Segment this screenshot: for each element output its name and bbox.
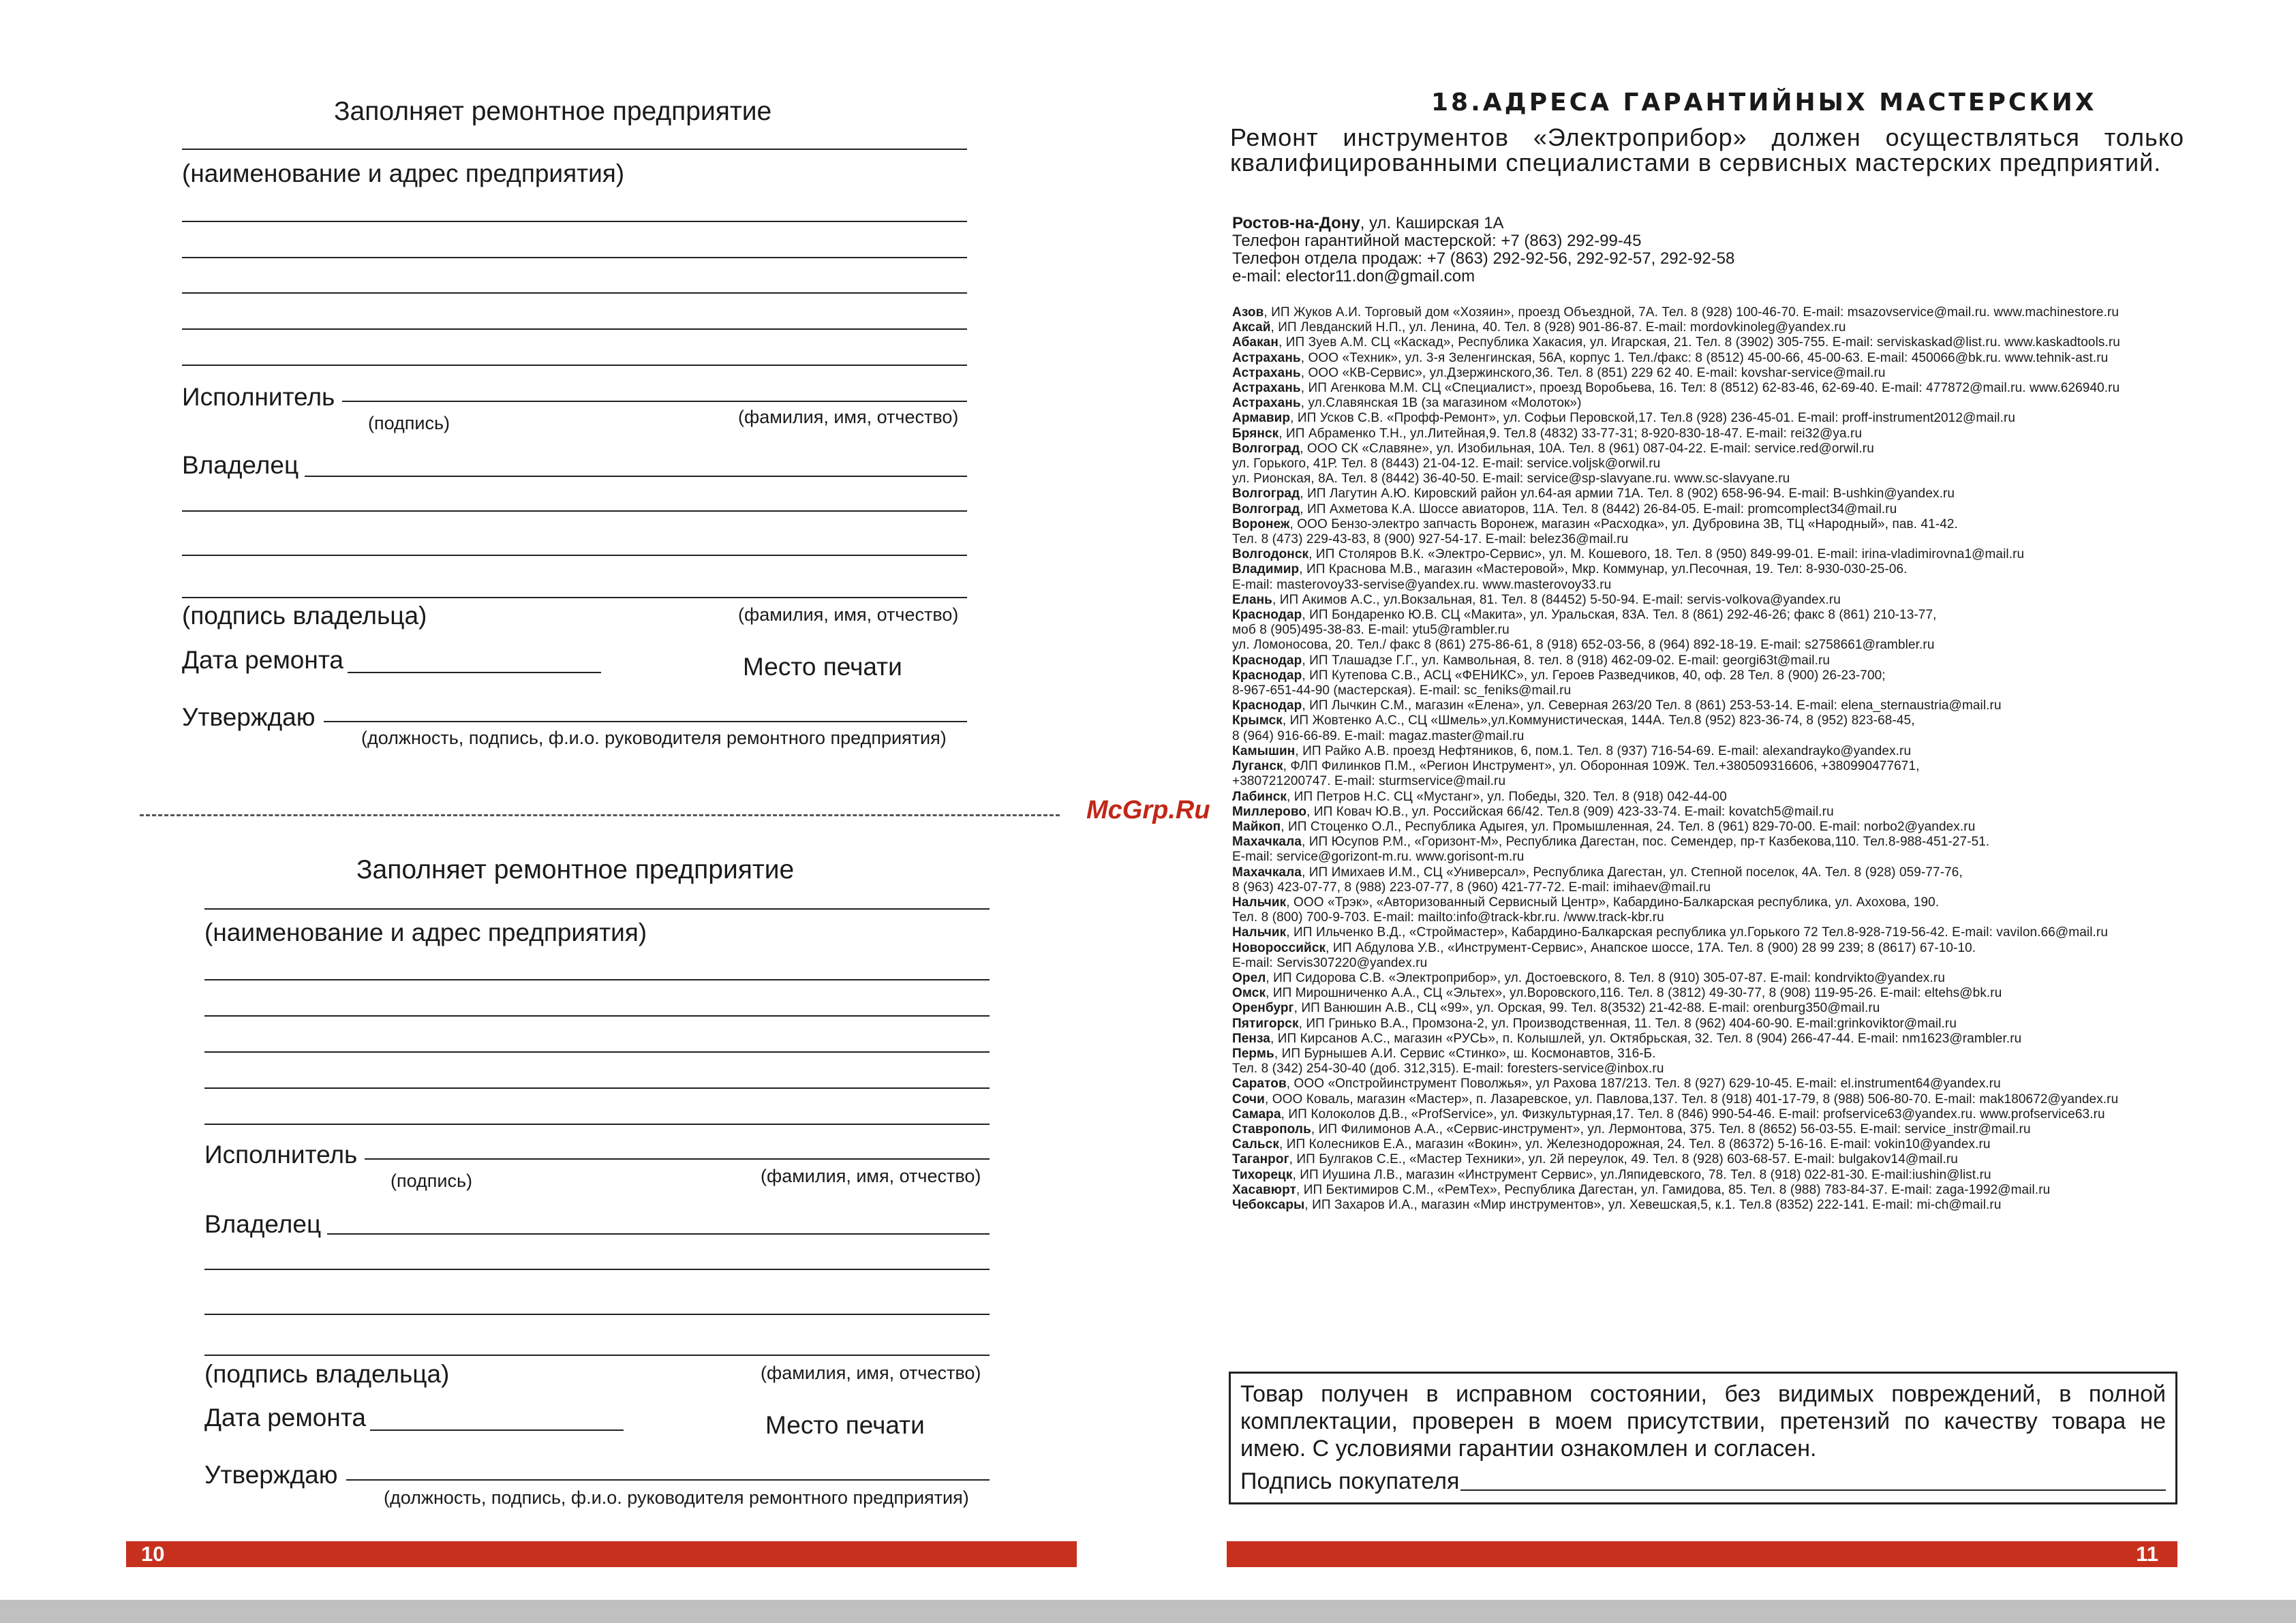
address-city: Пятигорск: [1232, 1016, 1299, 1031]
address-entry: [1232, 850, 2120, 865]
owner-label: Владелец: [182, 451, 299, 479]
name-line[interactable]: [204, 908, 990, 910]
address-details: , ИП Агенкова М.М. СЦ «Специалист», проезд Воробьева, 16. Тел: 8 (8512) 62-83-46, 62-69-40. E-mail: 477872@mail.ru. www.626940.ru: [1300, 381, 2120, 396]
address-details: , ИП Ванюшин А.В., СЦ «99», ул. Орская, 99. Тел. 8(3532) 21-42-88. E-mail: orenburg350@mail.ru: [1294, 1001, 1880, 1016]
address-city: Майкоп: [1232, 819, 1281, 834]
address-city: Крымск: [1232, 713, 1283, 728]
executor-line[interactable]: [365, 1158, 990, 1160]
address-city: Пенза: [1232, 1031, 1270, 1046]
address-entry: [1232, 774, 2120, 789]
stamp-label: Место печати: [743, 653, 902, 681]
address-entry: [1232, 1183, 2120, 1198]
address-city: Краснодар: [1232, 653, 1302, 668]
address-entry: [1232, 532, 2120, 547]
stamp-label: Место печати: [765, 1411, 925, 1439]
address-details: , ИП Жовтенко А.С., СЦ «Шмель»,ул.Коммунистическая, 144А. Тел.8 (952) 823-36-74, 8 (952) 823-68-45,: [1282, 713, 1915, 728]
approve-label: Утверждаю: [204, 1461, 338, 1489]
address-city: Нальчик: [1232, 925, 1287, 940]
address-city: Волгоград: [1232, 486, 1300, 501]
owner-line[interactable]: [305, 476, 967, 477]
address-details: , ИП Ахметова К.А. Шоссе авиаторов, 11А. Тел. 8 (8442) 26-84-05. E-mail: promcomplect34@mail.ru: [1300, 501, 1897, 516]
address-entry: [1232, 1032, 2120, 1047]
owner-line[interactable]: [327, 1233, 990, 1235]
address-details: E-mail: masterovoy33-servise@yandex.ru. www.masterovoy33.ru: [1232, 577, 1612, 592]
address-city: Саратов: [1232, 1077, 1287, 1092]
buyer-signature-line[interactable]: [1460, 1462, 2166, 1491]
address-entry: [1232, 335, 2120, 350]
address-city: Махачкала: [1232, 865, 1302, 880]
address-details: , ИП Колесников Е.А., магазин «Вокин», ул. Железнодорожная, 24. Тел. 8 (86372) 5-16-16. E-mail: vokin10@yandex.ru: [1279, 1137, 1991, 1152]
watermark: McGrp.Ru: [1086, 796, 1210, 824]
address-details: , ООО «КВ-Сервис», ул.Дзержинского,36. Тел. 8 (851) 229 62 40. E-mail: kovshar-service@mail.ru: [1300, 365, 1886, 380]
approve-line[interactable]: [346, 1479, 990, 1481]
address-list: [1232, 305, 2120, 1213]
address-details: , ООО Бензо-электро запчасть Воронеж, магазин «Расходка», ул. Дубровина 3В, ТЦ «Народный», пав. 41-42.: [1289, 516, 1958, 531]
address-entry: [1232, 305, 2120, 320]
address-details: 8-967-651-44-90 (мастерская). E-mail: sc_feniks@mail.ru: [1232, 683, 1572, 698]
address-entry: [1232, 986, 2120, 1001]
main-service-phone: Телефон гарантийной мастерской: +7 (863) 292-99-45: [1232, 232, 1642, 250]
address-details: Тел. 8 (473) 229-43-83, 8 (900) 927-54-17. E-mail: belez36@mail.ru: [1232, 532, 1629, 547]
address-entry: [1232, 895, 2120, 910]
address-city: Миллерово: [1232, 804, 1307, 819]
address-details: 8 (963) 423-07-77, 8 (988) 223-07-77, 8 (960) 421-77-72. E-mail: imihaev@mail.ru: [1232, 880, 1711, 895]
address-details: , ФЛП Филинков П.М., «Регион Инструмент», ул. Оборонная 109Ж. Тел.+380509316606, +380990477671,: [1283, 759, 1920, 774]
address-city: Азов: [1232, 305, 1264, 320]
address-city: Нальчик: [1232, 895, 1287, 910]
address-entry: [1232, 910, 2120, 925]
owner-label: Владелец: [204, 1210, 322, 1238]
address-details: , ИП Абраменко Т.Н., ул.Литейная,9. Тел.8 (4832) 33-77-31; 8-920-830-18-47. E-mail: rei32@ya.ru: [1279, 426, 1863, 441]
scan-bottom-band: [0, 1600, 2296, 1623]
address-city: Абакан: [1232, 335, 1279, 350]
address-details: , ООО «Техник», ул. 3-я Зеленгинская, 56А, корпус 1. Тел./факс: 8 (8512) 45-00-66, 45-00-63. E-mail: 450066@bk.ru. www.tehnik-ast.ru: [1300, 350, 2109, 365]
address-entry: [1232, 683, 2120, 698]
address-details: , ИП Левданский Н.П., ул. Ленина, 40. Тел. 8 (928) 901-86-87. E-mail: mordovkinoleg@yandex.ru: [1270, 320, 1846, 335]
address-entry: [1232, 880, 2120, 895]
address-city: Таганрог: [1232, 1152, 1289, 1167]
intro-text: Ремонт инструментов «Электроприбор» должен осуществляться только квалифицированными специалистами в сервисных мастерских предприятий.: [1230, 123, 2184, 176]
address-entry: [1232, 653, 2120, 668]
address-city: Камышин: [1232, 743, 1296, 758]
address-entry: [1232, 1017, 2120, 1032]
page-footer-bar: [1227, 1541, 2177, 1567]
address-details: , ИП Петров Н.С. СЦ «Мустанг», ул. Победы, 320. Тел. 8 (918) 042-44-00: [1287, 789, 1727, 804]
address-entry: [1232, 1077, 2120, 1092]
address-entry: [1232, 1122, 2120, 1137]
executor-label: Исполнитель: [182, 383, 335, 411]
address-line[interactable]: [204, 1051, 990, 1053]
section-title: 18.АДРЕСА ГАРАНТИЙНЫХ МАСТЕРСКИХ: [1431, 89, 2097, 117]
approve-line[interactable]: [324, 721, 967, 722]
address-details: , ООО «Опстройинструмент Поволжья», ул Рахова 187/213. Тел. 8 (927) 629-10-45. E-mail: el.instrument64@yandex.ru: [1286, 1077, 2001, 1092]
address-details: , ИП Колоколов Д.В., «ProfService», ул. Физкультурная,17. Тел. 8 (846) 990-54-46. E-mail: profservice63@yandex.ru. www.profservice63.ru: [1281, 1107, 2105, 1122]
main-service-email: e-mail: elector11.don@gmail.com: [1232, 267, 1475, 285]
approve-label: Утверждаю: [182, 703, 316, 731]
signature-caption: (подпись): [391, 1171, 473, 1191]
address-entry: [1232, 835, 2120, 850]
address-line[interactable]: [204, 1087, 990, 1089]
receipt-box: [1229, 1372, 2177, 1504]
address-details: , ИП Краснова М.В., магазин «Мастеровой», Мкр. Коммунар, ул.Песочная, 19. Тел: 8-930-030-25-06.: [1299, 562, 1908, 577]
address-entry: [1232, 744, 2120, 759]
address-entry: [1232, 608, 2120, 623]
address-details: , ИП Иушина Л.В., магазин «Инструмент Сервис», ул.Ляпидевского, 78. Тел. 8 (918) 022-81-30. E-mail:iushin@list.ru: [1292, 1167, 1991, 1182]
address-entry: [1232, 668, 2120, 683]
address-details: , ИП Зуев А.М. СЦ «Каскад», Республика Хакасия, ул. Игарская, 21. Тел. 8 (3902) 305-755. E-mail: serviskaskad@list.ru. www.kaskadtools.ru: [1278, 335, 2120, 350]
address-line[interactable]: [204, 979, 990, 980]
address-details: , ИП Юсупов Р.М., «Горизонт-М», Республика Дагестан, пос. Семендер, пр-т Казбекова,110. Тел.8-988-451-27-51.: [1301, 835, 1990, 850]
address-city: Астрахань: [1232, 365, 1301, 380]
address-details: , ИП Лагутин А.Ю. Кировский район ул.64-ая армии 71А. Тел. 8 (902) 658-96-94. E-mail: B-ushkin@yandex.ru: [1300, 486, 1955, 501]
address-details: , ООО Коваль, магазин «Мастер», п. Лазаревское, ул. Павлова,137. Тел. 8 (918) 401-17-79, 8 (988) 506-80-70. E-mail: mak180672@yandex.ru: [1264, 1092, 2119, 1107]
address-entry: [1232, 713, 2120, 728]
address-details: +380721200747. E-mail: sturmservice@mail.ru: [1232, 774, 1506, 789]
address-city: Елань: [1232, 592, 1272, 607]
address-details: , ИП Кирсанов А.С., магазин «РУСЬ», п. Колышлей, ул. Октябрьская, 32. Тел. 8 (904) 266-47-44. E-mail: nm1623@rambler.ru: [1270, 1031, 2022, 1046]
address-city: Волгоград: [1232, 501, 1300, 516]
address-details: , ИП Гринько В.А., Промзона-2, ул. Производственная, 11. Тел. 8 (962) 404-60-90. E-mail:grinkoviktor@mail.ru: [1298, 1016, 1957, 1031]
address-city: Армавир: [1232, 411, 1291, 426]
address-details: моб 8 (905)495-38-83. E-mail: ytu5@rambler.ru: [1232, 623, 1510, 638]
owner-line[interactable]: [182, 555, 967, 556]
address-details: 8 (964) 916-66-89. E-mail: magaz.master@mail.ru: [1232, 728, 1525, 743]
page-number: 10: [141, 1542, 165, 1566]
address-entry: [1232, 366, 2120, 381]
address-entry: [1232, 1107, 2120, 1122]
address-details: , ИП Мирошниченко А.А., СЦ «Эльтех», ул.Воровского,116. Тел. 8 (3812) 49-30-77, 8 (908) 119-95-26. E-mail: eltehs@bk.ru: [1266, 986, 2002, 1001]
address-details: , ИП Ковач Ю.В., ул. Российская 66/42. Тел.8 (909) 423-33-74. E-mail: kovatch5@mail.ru: [1306, 804, 1834, 819]
address-entry: [1232, 411, 2120, 426]
owner-line[interactable]: [204, 1314, 990, 1315]
address-city: Орел: [1232, 970, 1266, 985]
address-entry: [1232, 790, 2120, 805]
address-details: Тел. 8 (800) 700-9-703. E-mail: mailto:info@track-kbr.ru. /www.track-kbr.ru: [1232, 910, 1664, 925]
approve-caption: (должность, подпись, ф.и.о. руководителя ремонтного предприятия): [384, 1487, 969, 1508]
address-entry: [1232, 396, 2120, 411]
main-service-block: [1232, 215, 1734, 285]
address-city: Махачкала: [1232, 835, 1302, 850]
address-city: Астрахань: [1232, 381, 1301, 396]
address-city: Хасавюрт: [1232, 1182, 1296, 1197]
address-city: Астрахань: [1232, 396, 1301, 411]
repair-date-line[interactable]: [348, 672, 601, 673]
address-details: ул. Ломоносова, 20. Тел./ факс 8 (861) 275-86-61, 8 (918) 652-03-56, 8 (964) 892-18-19. E-mail: s2758661@rambler.ru: [1232, 638, 1935, 653]
address-entry: [1232, 820, 2120, 835]
address-details: , ул.Славянская 1В (за магазином «Молоток»): [1300, 396, 1582, 411]
address-city: Пермь: [1232, 1046, 1274, 1061]
address-entry: [1232, 971, 2120, 986]
address-details: , ИП Бурнышев А.И. Сервис «Стинко», ш. Космонавтов, 316-Б.: [1274, 1046, 1656, 1061]
address-entry: [1232, 593, 2120, 608]
address-city: Краснодар: [1232, 698, 1302, 713]
address-details: , ИП Сидорова С.В. «Электроприбор», ул. Достоевского, 8. Тел. 8 (910) 305-07-87. E-mail: kondrvikto@yandex.ru: [1266, 970, 1945, 985]
address-details: , ИП Абдулова У.В., «Инструмент-Сервис», Анапское шоссе, 17А. Тел. 8 (900) 28 99 239; 8 (8617) 67-10-10.: [1326, 940, 1976, 955]
address-details: , ИП Филимонов А.А., «Сервис-инструмент», ул. Лермонтова, 375. Тел. 8 (8652) 56-03-55. E-mail: service_instr@mail.ru: [1311, 1122, 2031, 1137]
owner-line[interactable]: [204, 1355, 990, 1356]
address-entry: [1232, 729, 2120, 744]
address-entry: [1232, 638, 2120, 653]
address-details: , ИП Бектимиров С.М., «РемТех», Республика Дагестан, ул. Гамидова, 85. Тел. 8 (988) 783-84-37. E-mail: zaga-1992@mail.ru: [1296, 1182, 2051, 1197]
main-service-street: , ул. Каширская 1А: [1360, 214, 1504, 232]
address-city: Сочи: [1232, 1092, 1265, 1107]
address-entry: [1232, 956, 2120, 971]
owner-line[interactable]: [182, 510, 967, 512]
address-entry: [1232, 698, 2120, 713]
buyer-signature-row: [1240, 1462, 2166, 1495]
address-details: , ИП Имихаев И.М., СЦ «Универсал», Республика Дагестан, ул. Степной поселок, 4А. Тел. 8 (928) 059-77-76,: [1301, 865, 1963, 880]
address-entry: [1232, 578, 2120, 593]
fio-caption: (фамилия, имя, отчество): [761, 1166, 981, 1186]
address-entry: [1232, 547, 2120, 562]
address-details: , ИП Райко А.В. проезд Нефтяников, 6, пом.1. Тел. 8 (937) 716-54-69. E-mail: alexandrayko@yandex.ru: [1295, 743, 1912, 758]
address-entry: [1232, 1137, 2120, 1152]
repair-date-label: Дата ремонта: [182, 646, 343, 674]
address-entry: [1232, 1198, 2120, 1213]
name-line[interactable]: [182, 149, 967, 150]
address-details: E-mail: Servis307220@yandex.ru: [1232, 955, 1428, 970]
address-details: ул. Горького, 41Р. Тел. 8 (8443) 21-04-12. E-mail: service.voljsk@orwil.ru: [1232, 457, 1661, 472]
address-entry: [1232, 457, 2120, 472]
address-details: , ИП Усков С.В. «Профф-Ремонт», ул. Софьи Перовской,17. Тел.8 (928) 236-45-01. E-mail: proff-instrument2012@mail.ru: [1290, 411, 2016, 426]
address-city: Брянск: [1232, 426, 1279, 441]
address-entry: [1232, 865, 2120, 880]
main-service-address: [1232, 215, 1734, 232]
address-city: Сальск: [1232, 1137, 1279, 1152]
address-city: Астрахань: [1232, 350, 1301, 365]
address-entry: [1232, 381, 2120, 396]
address-details: , ИП Кутепова С.В., АСЦ «ФЕНИКС», ул. Героев Разведчиков, 40, оф. 28 Тел. 8 (900) 26-23-700;: [1302, 668, 1886, 683]
executor-line[interactable]: [342, 401, 967, 402]
address-details: E-mail: service@gorizont-m.ru. www.gorisont-m.ru: [1232, 850, 1525, 865]
address-entry: [1232, 1062, 2120, 1077]
address-details: , ИП Столяров В.К. «Электро-Сервис», ул. М. Кошевого, 18. Тел. 8 (950) 849-99-01. E-mail: irina-vladimirovna1@mail.ru: [1308, 547, 2025, 562]
address-entry: [1232, 442, 2120, 457]
address-entry: [1232, 351, 2120, 366]
address-details: , ИП Бондаренко Ю.В. СЦ «Макита», ул. Уральская, 83А. Тел. 8 (861) 292-46-26; факс 8 (861) 210-13-77,: [1302, 608, 1937, 623]
page-number: 11: [2136, 1542, 2158, 1566]
address-entry: [1232, 623, 2120, 638]
address-city: Луганск: [1232, 759, 1283, 774]
address-details: , ИП Лычкин С.М., магазин «Елена», ул. Северная 263/20 Тел. 8 (861) 253-53-14. E-mail: elena_sternaustria@mail.ru: [1302, 698, 2002, 713]
executor-label: Исполнитель: [204, 1141, 358, 1169]
address-entry: [1232, 1047, 2120, 1062]
address-city: Воронеж: [1232, 516, 1290, 531]
address-city: Чебоксары: [1232, 1197, 1305, 1212]
owner-fio-caption: (фамилия, имя, отчество): [738, 604, 959, 625]
address-entry: [1232, 502, 2120, 517]
address-entry: [1232, 941, 2120, 956]
address-line[interactable]: [182, 221, 967, 222]
address-city: Омск: [1232, 986, 1266, 1001]
address-entry: [1232, 486, 2120, 501]
address-city: Тихорецк: [1232, 1167, 1293, 1182]
repair-date-label: Дата ремонта: [204, 1404, 366, 1432]
address-details: , ИП Захаров И.А., магазин «Мир инструментов», ул. Хевешская,5, к.1. Тел.8 (8352) 222-141. E-mail: mi-ch@mail.ru: [1304, 1197, 2002, 1212]
owner-line[interactable]: [204, 1269, 990, 1270]
address-line[interactable]: [182, 365, 967, 366]
address-details: , ООО «Трэк», «Авторизованный Сервисный Центр», Кабардино-Балкарская республика, ул. Ахохова, 190.: [1286, 895, 1940, 910]
address-details: , ИП Булгаков С.Е., «Мастер Техники», ул. 2й переулок, 49. Тел. 8 (928) 603-68-57. E-mail: bulgakov14@mail.ru: [1289, 1152, 1958, 1167]
address-details: ул. Рионская, 8А. Тел. 8 (8442) 36-40-50. E-mail: service@sp-slavyane.ru. www.sc-slavyane.ru: [1232, 472, 1790, 486]
address-city: Волгодонск: [1232, 547, 1309, 562]
form-title: Заполняет ремонтное предприятие: [356, 855, 795, 884]
fio-caption: (фамилия, имя, отчество): [738, 407, 959, 427]
address-entry: [1232, 472, 2120, 486]
owner-fio-caption: (фамилия, имя, отчество): [761, 1363, 981, 1383]
address-entry: [1232, 1168, 2120, 1183]
signature-caption: (подпись): [368, 413, 450, 433]
address-city: Волгоград: [1232, 441, 1300, 456]
name-address-label: (наименование и адрес предприятия): [204, 918, 647, 946]
address-entry: [1232, 925, 2120, 940]
address-line[interactable]: [204, 1015, 990, 1017]
address-entry: [1232, 1152, 2120, 1167]
address-entry: [1232, 517, 2120, 532]
address-details: Тел. 8 (342) 254-30-40 (доб. 312,315). E-mail: foresters-service@inbox.ru: [1232, 1062, 1664, 1077]
form-title: Заполняет ремонтное предприятие: [334, 97, 772, 126]
owner-signature-label: (подпись владельца): [204, 1360, 450, 1388]
address-entry: [1232, 805, 2120, 820]
address-details: , ИП Ильченко В.Д., «Строймастер», Кабардино-Балкарская республика ул.Горького 72 Тел.8-928-719-56-42. E-mail: vavilon.66@mail.ru: [1286, 925, 2109, 940]
address-details: , ИП Акимов А.С., ул.Вокзальная, 81. Тел. 8 (84452) 5-50-94. E-mail: servis-volkova@yandex.ru: [1272, 592, 1841, 607]
address-line[interactable]: [182, 257, 967, 258]
address-entry: [1232, 759, 2120, 774]
address-details: , ИП Тлашадзе Г.Г., ул. Камвольная, 8. тел. 8 (918) 462-09-02. E-mail: georgi63t@mail.ru: [1302, 653, 1831, 668]
address-city: Самара: [1232, 1107, 1281, 1122]
receipt-text: Товар получен в исправном состоянии, без видимых повреждений, в полной комплектации, проверен в моем присутствии, претензий по качеству товара не имею. С условиями гарантии ознакомлен и согласен.: [1240, 1381, 2166, 1462]
owner-signature-label: (подпись владельца): [182, 602, 427, 630]
name-address-label: (наименование и адрес предприятия): [182, 159, 625, 187]
main-service-sales-phone: Телефон отдела продаж: +7 (863) 292-92-56, 292-92-57, 292-92-58: [1232, 249, 1735, 268]
address-details: , ИП Стоценко О.Л., Республика Адыгея, ул. Промышленная, 24. Тел. 8 (961) 829-70-00. E-mail: norbo2@yandex.ru: [1281, 819, 1976, 834]
address-city: Аксай: [1232, 320, 1271, 335]
address-city: Лабинск: [1232, 789, 1287, 804]
main-service-city: Ростов-на-Дону: [1232, 214, 1360, 232]
repair-date-line[interactable]: [370, 1429, 624, 1431]
address-line[interactable]: [182, 328, 967, 330]
address-entry: [1232, 320, 2120, 335]
address-city: Владимир: [1232, 562, 1300, 577]
address-city: Краснодар: [1232, 668, 1302, 683]
buyer-signature-label: Подпись покупателя: [1240, 1468, 1460, 1494]
approve-caption: (должность, подпись, ф.и.о. руководителя ремонтного предприятия): [361, 728, 947, 748]
owner-line[interactable]: [182, 597, 967, 598]
address-details: , ООО СК «Славяне», ул. Изобильная, 10А. Тел. 8 (961) 087-04-22. E-mail: service.red@orwil.ru: [1300, 441, 1874, 456]
address-line[interactable]: [182, 292, 967, 294]
address-details: , ИП Жуков А.И. Торговый дом «Хозяин», проезд Объездной, 7А. Тел. 8 (928) 100-46-70. E-mail: msazovservice@mail.ru. www.machinestore.ru: [1264, 305, 2119, 320]
address-city: Краснодар: [1232, 608, 1302, 623]
address-line[interactable]: [204, 1124, 990, 1125]
address-entry: [1232, 1001, 2120, 1016]
address-entry: [1232, 562, 2120, 577]
address-entry: [1232, 427, 2120, 442]
address-entry: [1232, 1092, 2120, 1107]
cut-line: [140, 814, 1060, 816]
page-footer-bar: [126, 1541, 1077, 1567]
address-city: Оренбург: [1232, 1001, 1294, 1016]
address-city: Ставрополь: [1232, 1122, 1311, 1137]
address-city: Новороссийск: [1232, 940, 1326, 955]
